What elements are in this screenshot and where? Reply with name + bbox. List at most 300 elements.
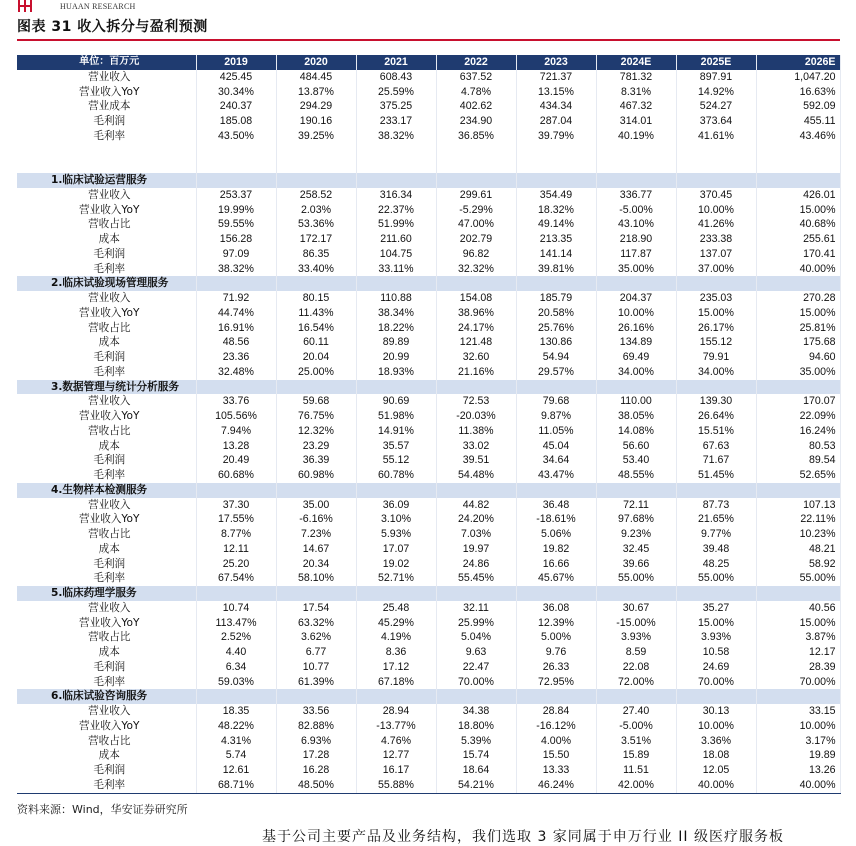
value-cell: 14.91%	[356, 424, 436, 439]
row-label: 营业收入YoY	[17, 203, 196, 218]
table-row	[17, 571, 840, 586]
value-cell: 354.49	[516, 188, 596, 203]
value-cell: 5.74	[196, 748, 276, 763]
row-label: 营收占比	[17, 734, 196, 749]
value-cell: 60.11	[276, 335, 356, 350]
empty-cell	[436, 380, 516, 395]
value-cell: 76.75%	[276, 409, 356, 424]
value-cell: 48.25	[676, 557, 756, 572]
value-cell: 9.63	[436, 645, 516, 660]
table-row	[17, 232, 840, 247]
value-cell: 39.51	[436, 453, 516, 468]
value-cell: 60.68%	[196, 468, 276, 483]
value-cell: 316.34	[356, 188, 436, 203]
value-cell: 55.45%	[436, 571, 516, 586]
value-cell: 16.63%	[756, 85, 840, 100]
value-cell: 10.00%	[676, 203, 756, 218]
value-cell: 43.46%	[756, 129, 840, 144]
empty-cell	[276, 144, 356, 159]
empty-cell	[516, 276, 596, 291]
row-label: 营业收入	[17, 70, 196, 85]
empty-cell	[436, 483, 516, 498]
value-cell: 42.00%	[596, 778, 676, 793]
value-cell: 59.55%	[196, 217, 276, 232]
empty-cell	[596, 276, 676, 291]
value-cell: 11.51	[596, 763, 676, 778]
value-cell: 46.24%	[516, 778, 596, 793]
value-cell: 40.00%	[756, 778, 840, 793]
value-cell: 12.77	[356, 748, 436, 763]
table-row	[17, 468, 840, 483]
segment-title: 4.生物样本检测服务	[17, 483, 196, 498]
value-cell: 4.19%	[356, 630, 436, 645]
empty-cell	[356, 689, 436, 704]
value-cell: 235.03	[676, 291, 756, 306]
value-cell: 12.39%	[516, 616, 596, 631]
value-cell: 21.16%	[436, 365, 516, 380]
value-cell: 105.56%	[196, 409, 276, 424]
row-label: 毛利率	[17, 262, 196, 277]
value-cell: 20.34	[276, 557, 356, 572]
value-cell: 255.61	[756, 232, 840, 247]
value-cell: 897.91	[676, 70, 756, 85]
empty-cell	[356, 380, 436, 395]
brand-header	[18, 0, 135, 12]
value-cell: 90.69	[356, 394, 436, 409]
value-cell: 15.00%	[756, 616, 840, 631]
table-row	[17, 188, 840, 203]
value-cell: 12.17	[756, 645, 840, 660]
value-cell: 25.99%	[436, 616, 516, 631]
row-label: 毛利率	[17, 778, 196, 793]
value-cell: 58.92	[756, 557, 840, 572]
value-cell: 10.00%	[596, 306, 676, 321]
empty-cell	[356, 173, 436, 188]
value-cell: 44.82	[436, 498, 516, 513]
value-cell: 12.61	[196, 763, 276, 778]
value-cell: 52.71%	[356, 571, 436, 586]
value-cell: 86.35	[276, 247, 356, 262]
table-row	[17, 247, 840, 262]
value-cell: 54.48%	[436, 468, 516, 483]
value-cell: 69.49	[596, 350, 676, 365]
value-cell: 455.11	[756, 114, 840, 129]
value-cell: 7.94%	[196, 424, 276, 439]
empty-cell	[276, 380, 356, 395]
value-cell: 59.68	[276, 394, 356, 409]
empty-cell	[516, 586, 596, 601]
spacer-row	[17, 144, 840, 159]
empty-cell	[436, 158, 516, 173]
value-cell: 96.82	[436, 247, 516, 262]
value-cell: 4.40	[196, 645, 276, 660]
year-header: 2026E	[756, 55, 840, 70]
empty-cell	[676, 173, 756, 188]
row-label: 毛利润	[17, 557, 196, 572]
empty-cell	[196, 173, 276, 188]
table-row	[17, 498, 840, 513]
table-row	[17, 439, 840, 454]
value-cell: 32.48%	[196, 365, 276, 380]
value-cell: 141.14	[516, 247, 596, 262]
row-label: 营业收入YoY	[17, 719, 196, 734]
value-cell: 336.77	[596, 188, 676, 203]
value-cell: 3.51%	[596, 734, 676, 749]
value-cell: 72.95%	[516, 675, 596, 690]
value-cell: 13.15%	[516, 85, 596, 100]
year-header: 2024E	[596, 55, 676, 70]
value-cell: 30.67	[596, 601, 676, 616]
segment-header-row	[17, 586, 840, 601]
empty-cell	[196, 276, 276, 291]
row-label: 毛利率	[17, 365, 196, 380]
value-cell: 33.02	[436, 439, 516, 454]
value-cell: 253.37	[196, 188, 276, 203]
value-cell: 55.00%	[756, 571, 840, 586]
value-cell: 40.00%	[756, 262, 840, 277]
value-cell: 72.00%	[596, 675, 676, 690]
value-cell: 1,047.20	[756, 70, 840, 85]
value-cell: 7.23%	[276, 527, 356, 542]
value-cell: 15.00%	[756, 203, 840, 218]
value-cell: 155.12	[676, 335, 756, 350]
table-row	[17, 335, 840, 350]
empty-cell	[436, 586, 516, 601]
value-cell: 185.79	[516, 291, 596, 306]
table-row	[17, 778, 840, 793]
value-cell: 26.64%	[676, 409, 756, 424]
value-cell: 9.76	[516, 645, 596, 660]
value-cell: 48.50%	[276, 778, 356, 793]
table-row	[17, 409, 840, 424]
unit-label: 单位：百万元	[17, 55, 196, 70]
table-row	[17, 763, 840, 778]
value-cell: 45.67%	[516, 571, 596, 586]
value-cell: 20.58%	[516, 306, 596, 321]
value-cell: 30.34%	[196, 85, 276, 100]
row-label: 营收占比	[17, 630, 196, 645]
value-cell: 15.51%	[676, 424, 756, 439]
table-row	[17, 557, 840, 572]
value-cell: 25.81%	[756, 321, 840, 336]
value-cell: 16.91%	[196, 321, 276, 336]
value-cell: 33.15	[756, 704, 840, 719]
source-divider	[17, 793, 840, 794]
value-cell: 16.54%	[276, 321, 356, 336]
table-row	[17, 704, 840, 719]
row-label: 营业收入YoY	[17, 616, 196, 631]
value-cell: 38.32%	[356, 129, 436, 144]
value-cell: 15.74	[436, 748, 516, 763]
table-row	[17, 660, 840, 675]
table-row	[17, 203, 840, 218]
value-cell: 11.38%	[436, 424, 516, 439]
value-cell: 2.03%	[276, 203, 356, 218]
empty-cell	[196, 158, 276, 173]
empty-cell	[196, 483, 276, 498]
row-label: 营业成本	[17, 99, 196, 114]
value-cell: 10.23%	[756, 527, 840, 542]
value-cell: 35.00%	[756, 365, 840, 380]
value-cell: 13.87%	[276, 85, 356, 100]
value-cell: 10.58	[676, 645, 756, 660]
value-cell: 426.01	[756, 188, 840, 203]
empty-cell	[676, 144, 756, 159]
table-row	[17, 424, 840, 439]
table-row	[17, 99, 840, 114]
table-row	[17, 365, 840, 380]
row-label: 营业收入	[17, 601, 196, 616]
value-cell: 41.61%	[676, 129, 756, 144]
row-label: 成本	[17, 439, 196, 454]
value-cell: 82.88%	[276, 719, 356, 734]
empty-cell	[516, 483, 596, 498]
value-cell: 60.98%	[276, 468, 356, 483]
value-cell: 24.86	[436, 557, 516, 572]
table-row	[17, 630, 840, 645]
value-cell: 15.89	[596, 748, 676, 763]
value-cell: 185.08	[196, 114, 276, 129]
value-cell: 434.34	[516, 99, 596, 114]
value-cell: 18.64	[436, 763, 516, 778]
value-cell: 45.04	[516, 439, 596, 454]
segment-title: 1.临床试验运营服务	[17, 173, 196, 188]
empty-cell	[756, 158, 840, 173]
empty-cell	[196, 586, 276, 601]
value-cell: 33.40%	[276, 262, 356, 277]
value-cell: 44.74%	[196, 306, 276, 321]
empty-cell	[276, 689, 356, 704]
value-cell: 33.11%	[356, 262, 436, 277]
huaan-logo-icon	[18, 0, 40, 12]
year-header: 2023	[516, 55, 596, 70]
value-cell: 172.17	[276, 232, 356, 247]
value-cell: 37.30	[196, 498, 276, 513]
value-cell: 107.13	[756, 498, 840, 513]
empty-cell	[196, 144, 276, 159]
value-cell: 43.50%	[196, 129, 276, 144]
value-cell: 4.00%	[516, 734, 596, 749]
value-cell: 59.03%	[196, 675, 276, 690]
value-cell: 47.00%	[436, 217, 516, 232]
empty-cell	[356, 586, 436, 601]
value-cell: 24.69	[676, 660, 756, 675]
value-cell: 24.17%	[436, 321, 516, 336]
value-cell: 12.11	[196, 542, 276, 557]
value-cell: 37.00%	[676, 262, 756, 277]
value-cell: 15.50	[516, 748, 596, 763]
value-cell: 32.11	[436, 601, 516, 616]
value-cell: 8.77%	[196, 527, 276, 542]
value-cell: 35.27	[676, 601, 756, 616]
value-cell: 110.00	[596, 394, 676, 409]
value-cell: 4.76%	[356, 734, 436, 749]
empty-cell	[436, 144, 516, 159]
value-cell: 35.57	[356, 439, 436, 454]
value-cell: 13.33	[516, 763, 596, 778]
value-cell: 53.36%	[276, 217, 356, 232]
table-row	[17, 70, 840, 85]
value-cell: 20.04	[276, 350, 356, 365]
empty-cell	[516, 173, 596, 188]
value-cell: 36.09	[356, 498, 436, 513]
value-cell: 97.09	[196, 247, 276, 262]
value-cell: 54.21%	[436, 778, 516, 793]
value-cell: 24.20%	[436, 512, 516, 527]
value-cell: 170.07	[756, 394, 840, 409]
value-cell: 18.93%	[356, 365, 436, 380]
value-cell: 51.98%	[356, 409, 436, 424]
value-cell: 130.86	[516, 335, 596, 350]
value-cell: 36.08	[516, 601, 596, 616]
value-cell: 592.09	[756, 99, 840, 114]
value-cell: 18.32%	[516, 203, 596, 218]
value-cell: 9.87%	[516, 409, 596, 424]
empty-cell	[596, 586, 676, 601]
value-cell: 87.73	[676, 498, 756, 513]
value-cell: 97.68%	[596, 512, 676, 527]
value-cell: 9.23%	[596, 527, 676, 542]
value-cell: 29.57%	[516, 365, 596, 380]
value-cell: 294.29	[276, 99, 356, 114]
forecast-table	[17, 55, 841, 794]
value-cell: 15.00%	[676, 306, 756, 321]
value-cell: 5.39%	[436, 734, 516, 749]
empty-cell	[756, 173, 840, 188]
table-row	[17, 616, 840, 631]
empty-cell	[196, 380, 276, 395]
value-cell: 12.05	[676, 763, 756, 778]
value-cell: 40.00%	[676, 778, 756, 793]
empty-cell	[756, 380, 840, 395]
value-cell: 13.28	[196, 439, 276, 454]
value-cell: 156.28	[196, 232, 276, 247]
value-cell: 270.28	[756, 291, 840, 306]
value-cell: 32.45	[596, 542, 676, 557]
value-cell: 28.84	[516, 704, 596, 719]
year-header: 2022	[436, 55, 516, 70]
value-cell: 175.68	[756, 335, 840, 350]
value-cell: 36.48	[516, 498, 596, 513]
value-cell: 58.10%	[276, 571, 356, 586]
value-cell: 3.36%	[676, 734, 756, 749]
row-label: 营收占比	[17, 527, 196, 542]
value-cell: 781.32	[596, 70, 676, 85]
value-cell: 233.38	[676, 232, 756, 247]
value-cell: 89.89	[356, 335, 436, 350]
value-cell: 170.41	[756, 247, 840, 262]
empty-cell	[516, 158, 596, 173]
value-cell: 10.77	[276, 660, 356, 675]
empty-cell	[356, 158, 436, 173]
value-cell: 113.47%	[196, 616, 276, 631]
value-cell: 10.74	[196, 601, 276, 616]
value-cell: 56.60	[596, 439, 676, 454]
table-row	[17, 321, 840, 336]
value-cell: 41.26%	[676, 217, 756, 232]
value-cell: 26.16%	[596, 321, 676, 336]
year-header: 2020	[276, 55, 356, 70]
value-cell: 14.92%	[676, 85, 756, 100]
value-cell: 314.01	[596, 114, 676, 129]
value-cell: 10.00%	[676, 719, 756, 734]
value-cell: 7.03%	[436, 527, 516, 542]
value-cell: -5.00%	[596, 203, 676, 218]
table-row	[17, 675, 840, 690]
value-cell: 211.60	[356, 232, 436, 247]
value-cell: 72.11	[596, 498, 676, 513]
value-cell: 48.55%	[596, 468, 676, 483]
value-cell: 32.60	[436, 350, 516, 365]
value-cell: 70.00%	[756, 675, 840, 690]
value-cell: 72.53	[436, 394, 516, 409]
value-cell: 33.76	[196, 394, 276, 409]
row-label: 毛利率	[17, 675, 196, 690]
value-cell: -6.16%	[276, 512, 356, 527]
year-header: 2025E	[676, 55, 756, 70]
empty-cell	[596, 158, 676, 173]
value-cell: 608.43	[356, 70, 436, 85]
empty-cell	[436, 689, 516, 704]
empty-cell	[276, 173, 356, 188]
value-cell: 30.13	[676, 704, 756, 719]
value-cell: 234.90	[436, 114, 516, 129]
value-cell: 54.94	[516, 350, 596, 365]
empty-cell	[516, 380, 596, 395]
value-cell: 70.00%	[436, 675, 516, 690]
value-cell: 402.62	[436, 99, 516, 114]
value-cell: 35.00	[276, 498, 356, 513]
value-cell: 6.77	[276, 645, 356, 660]
empty-cell	[676, 483, 756, 498]
row-label: 成本	[17, 542, 196, 557]
value-cell: 721.37	[516, 70, 596, 85]
value-cell: 79.91	[676, 350, 756, 365]
empty-cell	[596, 483, 676, 498]
value-cell: 240.37	[196, 99, 276, 114]
value-cell: 39.79%	[516, 129, 596, 144]
segment-header-row	[17, 483, 840, 498]
year-header: 2019	[196, 55, 276, 70]
row-label: 成本	[17, 645, 196, 660]
value-cell: 67.54%	[196, 571, 276, 586]
row-label: 成本	[17, 335, 196, 350]
source-note: 资料来源：Wind，华安证券研究所	[17, 803, 188, 816]
value-cell: 5.06%	[516, 527, 596, 542]
value-cell: 48.56	[196, 335, 276, 350]
empty-cell	[356, 483, 436, 498]
value-cell: 71.67	[676, 453, 756, 468]
row-label: 营业收入	[17, 704, 196, 719]
value-cell: 299.61	[436, 188, 516, 203]
table-row	[17, 262, 840, 277]
row-label: 毛利润	[17, 350, 196, 365]
value-cell: 39.66	[596, 557, 676, 572]
value-cell: 12.32%	[276, 424, 356, 439]
value-cell: 23.36	[196, 350, 276, 365]
value-cell: 137.07	[676, 247, 756, 262]
table-row	[17, 85, 840, 100]
value-cell: 25.20	[196, 557, 276, 572]
table-row	[17, 129, 840, 144]
value-cell: 20.99	[356, 350, 436, 365]
empty-cell	[596, 144, 676, 159]
value-cell: 110.88	[356, 291, 436, 306]
value-cell: 5.04%	[436, 630, 516, 645]
value-cell: 71.92	[196, 291, 276, 306]
table-row	[17, 453, 840, 468]
value-cell: 15.00%	[756, 306, 840, 321]
